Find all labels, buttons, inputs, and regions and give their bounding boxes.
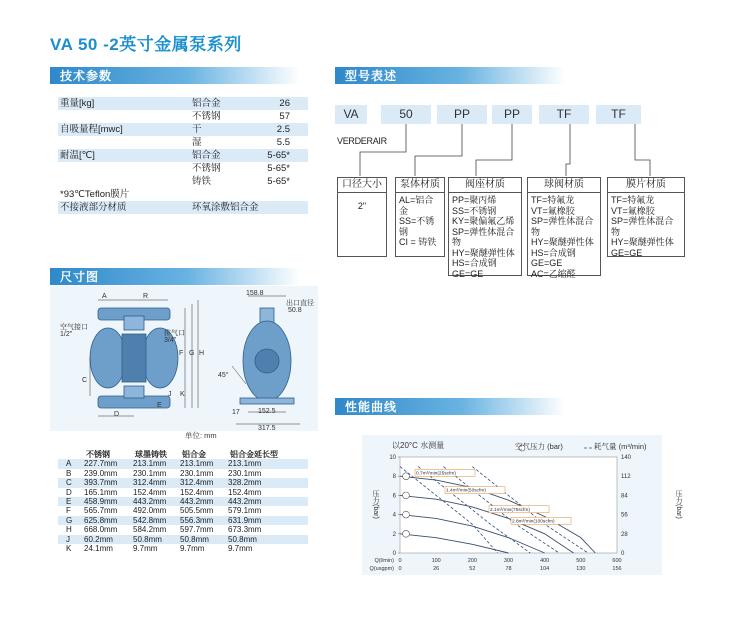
- specs-row: [58, 97, 308, 110]
- x-tick: 26: [433, 566, 440, 572]
- dim-table-row: [58, 478, 308, 487]
- dim-letter: J: [168, 391, 172, 398]
- dim-table-cell: 458.9mm: [84, 496, 118, 506]
- x-tick: 500: [576, 558, 586, 564]
- dim-table-cell: 443.2mm: [228, 496, 262, 506]
- y-right-tick: 140: [621, 455, 632, 461]
- pump-drawing: [50, 286, 318, 431]
- option-line: GE=GE: [611, 247, 643, 258]
- specs-label: 自吸量程[mwc]: [60, 124, 123, 135]
- x-axis-row-label: Q(l/min): [374, 558, 394, 564]
- chart-title: 以20°C 水测量: [392, 441, 445, 450]
- dim-table-row: [58, 544, 308, 553]
- pump-side-view: [240, 308, 294, 404]
- y-right-tick: 28: [621, 531, 628, 538]
- outlet-size: 50.8: [288, 307, 302, 314]
- dim-value: 152.5: [258, 408, 276, 415]
- specs-section-header: [50, 67, 300, 84]
- x-tick: 52: [469, 566, 476, 572]
- specs-sub: 不锈钢: [192, 111, 221, 122]
- y-right-tick: 112: [621, 474, 631, 481]
- dim-angle: 45°: [218, 372, 229, 379]
- model-code-size: 50: [381, 105, 431, 124]
- dim-letter: H: [199, 350, 205, 357]
- specs-label: 不接液部分材质: [60, 202, 127, 213]
- pressure-marker: [403, 492, 410, 499]
- dim-table-cell: 393.7mm: [84, 478, 118, 488]
- model-code-ball: TF: [539, 105, 589, 124]
- pressure-marker: [403, 473, 410, 480]
- model-code-body: PP: [437, 105, 487, 124]
- dim-table-row: [58, 516, 308, 525]
- specs-row: [58, 188, 308, 201]
- dim-letter: A: [102, 293, 107, 300]
- option-line: SS=不锈钢: [452, 205, 497, 216]
- option-box-diaphragm: [607, 177, 685, 257]
- dim-table-cell: 239.0mm: [84, 468, 118, 478]
- dim-letter: D: [114, 411, 120, 418]
- y-axis-left-label: 压力(bar): [372, 490, 379, 519]
- specs-sub: 不锈钢: [192, 163, 221, 174]
- dim-table-cell: 230.1mm: [133, 468, 167, 478]
- specs-row: [58, 149, 308, 162]
- dim-table-cell: 312.4mm: [180, 478, 214, 488]
- dim-letter: F: [179, 350, 184, 357]
- page-title: VA 50 -2英寸金属泵系列: [50, 35, 242, 54]
- specs-row: [58, 162, 308, 175]
- option-line: SP=弹性体混合物: [531, 216, 594, 237]
- dim-table-cell: 443.2mm: [133, 496, 167, 506]
- specs-sub: 湿: [192, 137, 202, 148]
- outlet-label: 出口直径: [286, 300, 314, 307]
- perf-section-label: 性能曲线: [345, 400, 398, 414]
- consumption-label: 1.4m³/min(50scfm): [446, 488, 486, 494]
- specs-sub: 干: [192, 124, 202, 135]
- dim-table-cell: 9.7mm: [228, 543, 253, 553]
- option-line: TF=特氟龙: [611, 195, 655, 205]
- dim-table-cell: 50.8mm: [228, 534, 257, 544]
- specs-value: 5-65*: [267, 176, 290, 187]
- specs-label: 耐温[℃]: [60, 150, 95, 161]
- consumption-label: 2.1m³/min(75scfm): [490, 507, 530, 513]
- option-line: VT=氟橡胶: [611, 205, 655, 216]
- dim-table-cell: 152.4mm: [133, 487, 167, 497]
- option-line: SP=弹性体混合物: [611, 216, 674, 237]
- specs-value: 2.5: [276, 124, 290, 135]
- air-inlet-label: 空气接口: [60, 324, 88, 331]
- x-tick: 130: [576, 566, 586, 572]
- dim-table-cell: C: [66, 478, 72, 488]
- dim-table-cell: E: [66, 496, 72, 506]
- dim-table-cell: D: [66, 487, 72, 497]
- x-tick: 400: [540, 558, 550, 564]
- specs-row: [58, 123, 308, 136]
- pump-front-view: [90, 308, 178, 408]
- dim-letter: K: [180, 391, 185, 398]
- y-right-tick: 84: [621, 493, 628, 500]
- specs-label: *93℃Teflon膜片: [60, 189, 130, 200]
- model-code-series: VA: [335, 105, 367, 124]
- specs-sub: 铝合金: [192, 98, 221, 109]
- dim-table-row: [58, 506, 308, 515]
- dim-table-header-cell: 球墨铸铁: [135, 450, 167, 459]
- dim-table-cell: 625.8mm: [84, 515, 118, 525]
- y-right-tick: 56: [621, 512, 628, 519]
- option-head-size: 口径大小: [338, 178, 386, 193]
- specs-row: [58, 136, 308, 149]
- exhaust-size: 3/4": [164, 337, 177, 344]
- dim-letter: E: [157, 402, 162, 409]
- specs-value: 5-65*: [267, 150, 290, 161]
- y-right-tick: 0: [621, 551, 625, 557]
- specs-sub: 铸铁: [192, 176, 212, 187]
- specs-sub: 铝合金: [192, 150, 221, 161]
- perf-section-header: [335, 398, 565, 415]
- consumption-label: 0.7m³/min(25scfm): [416, 471, 456, 477]
- x-tick: 600: [612, 558, 622, 564]
- model-section-label: 型号表述: [345, 69, 398, 83]
- option-head-seat: 阀座材质: [449, 178, 521, 193]
- dim-table-cell: 213.1mm: [180, 459, 214, 469]
- dim-table-cell: 443.2mm: [180, 496, 214, 506]
- y-left-tick: 10: [389, 455, 396, 461]
- dim-table-cell: 556.3mm: [180, 515, 214, 525]
- dim-table-cell: 152.4mm: [180, 487, 214, 497]
- dim-table-cell: A: [66, 459, 72, 469]
- y-left-tick: 0: [392, 551, 396, 557]
- option-head-diaphragm: 膜片材质: [608, 178, 684, 193]
- model-code-diaphragm: TF: [596, 105, 641, 124]
- option-line: PP=聚丙烯: [452, 195, 497, 205]
- x-axis-row-label: Q(usgpm): [369, 566, 394, 572]
- option-head-ball: 球阀材质: [528, 178, 600, 193]
- dim-table-cell: 50.8mm: [180, 534, 209, 544]
- y-axis-right-label: 压力(bar): [675, 490, 682, 519]
- y-left-tick: 8: [392, 474, 396, 481]
- legend-air-consumption: 耗气量 (m³/min): [594, 442, 647, 451]
- y-left-tick: 2: [392, 531, 396, 538]
- pressure-marker: [403, 511, 410, 518]
- option-line: HS=合成钢: [531, 247, 576, 258]
- specs-row: [58, 110, 308, 123]
- specs-value: 5-65*: [267, 163, 290, 174]
- option-line: HY=聚醚弹性体: [531, 237, 594, 247]
- dim-value: 17: [232, 409, 240, 416]
- air-inlet-size: 1/2": [60, 331, 73, 338]
- option-line: HY=聚醚弹性体: [611, 237, 674, 247]
- dim-table-cell: 542.8mm: [133, 515, 167, 525]
- dim-letter: G: [189, 350, 195, 357]
- dim-table-cell: G: [66, 515, 73, 525]
- dim-table-cell: K: [66, 543, 72, 553]
- model-section-header: [335, 67, 565, 84]
- dim-table-cell: 213.1mm: [228, 459, 262, 469]
- dim-table-cell: 673.3mm: [228, 525, 262, 535]
- pressure-marker: [403, 530, 410, 537]
- dim-table-cell: 60.2mm: [84, 534, 113, 544]
- dim-table-row: [58, 459, 308, 468]
- option-line: AL=铝合金: [399, 195, 434, 216]
- dim-table-cell: B: [66, 468, 72, 478]
- chart-svg: [362, 435, 662, 575]
- x-tick: 200: [467, 558, 477, 564]
- dim-table-cell: 328.2mm: [228, 478, 262, 488]
- option-line: AC=乙缩醛: [531, 268, 576, 279]
- x-tick: 100: [431, 558, 441, 564]
- dim-table-header: [58, 450, 308, 459]
- dim-table-cell: 50.8mm: [133, 534, 162, 544]
- option-line: SP=弹性体混合物: [452, 226, 515, 247]
- dim-table-cell: 668.0mm: [84, 525, 118, 535]
- x-tick: 156: [612, 566, 622, 572]
- dim-table-cell: 9.7mm: [180, 543, 205, 553]
- dim-table-header-cell: 铝合金延长型: [230, 450, 278, 459]
- dim-table-cell: 230.1mm: [180, 468, 214, 478]
- dim-table-cell: 505.5mm: [180, 506, 214, 516]
- x-tick: 0: [398, 558, 402, 564]
- x-tick: 78: [505, 566, 512, 572]
- dims-section-label: 尺寸图: [60, 270, 100, 284]
- dim-table-cell: 565.7mm: [84, 506, 118, 516]
- option-box-seat: [448, 177, 522, 279]
- option-line: CI = 铸铁: [399, 237, 437, 247]
- dim-table-cell: H: [66, 525, 72, 535]
- dim-table-cell: 152.4mm: [228, 487, 262, 497]
- specs-table: [58, 97, 308, 214]
- brand-label: VERDERAIR: [337, 136, 387, 146]
- x-tick: 300: [503, 558, 514, 564]
- option-line-size: 2": [357, 201, 367, 211]
- dim-table-header-cell: 不锈钢: [86, 450, 110, 459]
- option-line: HS=合成钢: [452, 258, 497, 268]
- dim-table-cell: 227.7mm: [84, 459, 118, 469]
- y-left-tick: 6: [392, 493, 396, 500]
- model-connectors: [330, 124, 660, 179]
- dim-table-row: [58, 488, 308, 497]
- consumption-label: 2.8m³/min(100scfm): [512, 519, 555, 525]
- specs-section-label: 技术参数: [60, 69, 113, 83]
- dim-value: 158.8: [246, 290, 264, 297]
- dims-section-header: [50, 268, 300, 285]
- specs-sub: 环氧涂敷铝合金: [192, 202, 259, 213]
- dimension-table: [58, 450, 308, 553]
- x-tick: 104: [540, 566, 550, 572]
- dim-table-row: [58, 535, 308, 544]
- dim-table-cell: J: [66, 534, 70, 544]
- dim-table-cell: 492.0mm: [133, 506, 167, 516]
- specs-value: 5.5: [276, 137, 290, 148]
- dim-table-cell: 579.1mm: [228, 506, 262, 516]
- dim-table-cell: 9.7mm: [133, 543, 158, 553]
- performance-chart: [362, 435, 662, 575]
- dim-table-cell: 165.1mm: [84, 487, 118, 497]
- dim-table-row: [58, 469, 308, 478]
- dim-table-cell: 24.1mm: [84, 543, 113, 553]
- dim-value: 317.5: [258, 425, 276, 432]
- specs-label: 重量[kg]: [60, 98, 95, 109]
- option-line: KY=聚偏氟乙烯: [452, 216, 515, 226]
- option-box-body: [395, 177, 445, 257]
- option-line: GE=GE: [452, 268, 484, 279]
- option-box-size: [337, 177, 387, 257]
- dim-table-cell: 230.1mm: [228, 468, 262, 478]
- dim-table-cell: 213.1mm: [133, 459, 167, 469]
- unit-label: 单位: mm: [185, 431, 217, 440]
- dim-letter: R: [143, 293, 149, 300]
- option-line: HY=聚醚弹性体: [452, 247, 515, 258]
- y-left-tick: 4: [392, 512, 396, 519]
- dim-table-row: [58, 525, 308, 534]
- exhaust-label: 排气口: [164, 330, 185, 337]
- dim-table-cell: F: [66, 506, 71, 516]
- x-tick: 0: [398, 566, 402, 572]
- dim-table-header-cell: 铝合金: [182, 450, 206, 459]
- model-code-seat: PP: [492, 105, 532, 124]
- option-head-body: 泵体材质: [396, 178, 444, 193]
- dim-table-row: [58, 497, 308, 506]
- dim-letter: C: [82, 377, 88, 384]
- dim-table-cell: 312.4mm: [133, 478, 167, 488]
- legend-air-pressure: 空气压力 (bar): [515, 442, 563, 451]
- dim-table-cell: 584.2mm: [133, 525, 167, 535]
- specs-value: 26: [279, 98, 290, 109]
- dim-table-cell: 597.7mm: [180, 525, 214, 535]
- option-box-ball: [527, 177, 601, 279]
- option-line: GE=GE: [531, 258, 563, 268]
- option-line: VT=氟橡胶: [531, 205, 575, 216]
- option-line: TF=特氟龙: [531, 195, 575, 205]
- specs-row: [58, 175, 308, 188]
- option-line: SS=不锈钢: [399, 216, 435, 237]
- specs-value: 57: [279, 111, 290, 122]
- specs-row: [58, 201, 308, 214]
- dim-table-cell: 631.9mm: [228, 515, 262, 525]
